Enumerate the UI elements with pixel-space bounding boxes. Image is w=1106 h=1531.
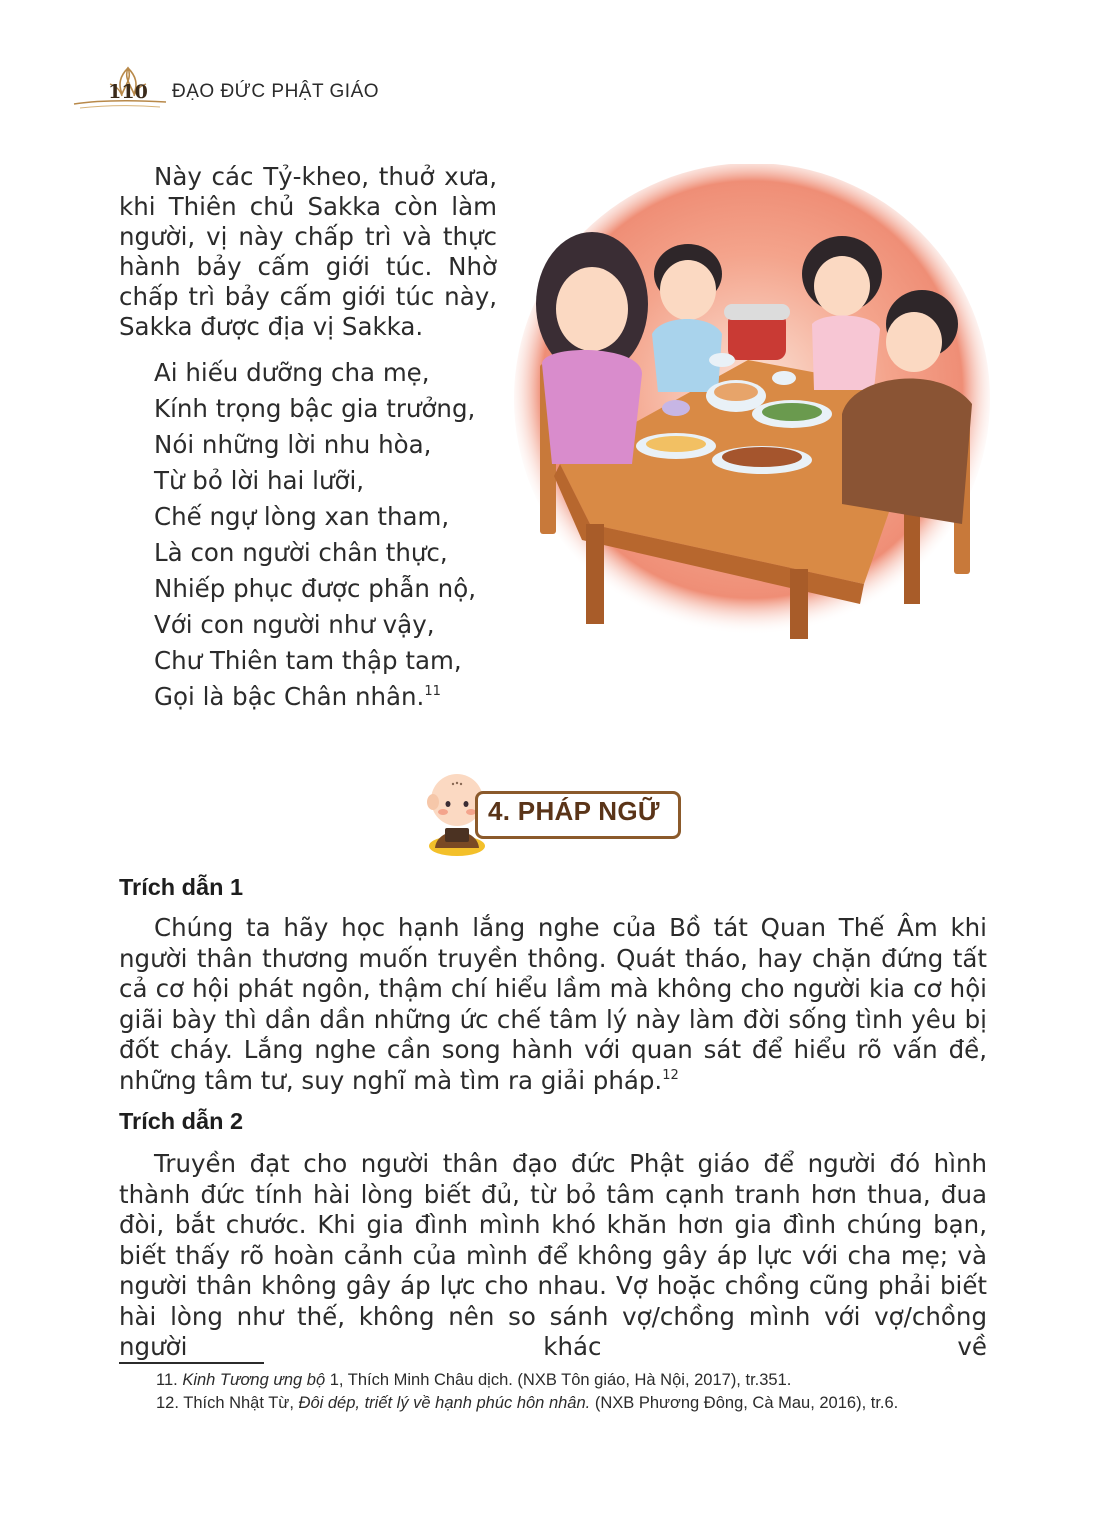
- page-number: 110: [108, 81, 148, 103]
- section-badge: [423, 764, 688, 860]
- verse-line: Từ bỏ lời hai lưỡi,: [154, 466, 365, 495]
- verse-line: Ai hiếu dưỡng cha mẹ,: [154, 358, 430, 387]
- footnote-author: Thích Nhật Từ,: [183, 1394, 299, 1412]
- verse-line: Chế ngự lòng xan tham,: [154, 502, 450, 531]
- footnote-12: [119, 1393, 987, 1414]
- footnote-number: 11.: [156, 1371, 178, 1389]
- verse-line: Chư Thiên tam thập tam,: [154, 646, 462, 675]
- verse: [154, 355, 476, 715]
- page-header: [70, 62, 400, 114]
- footnote-ref: 12: [662, 1067, 679, 1083]
- verse-line: Nhiếp phục được phẫn nộ,: [154, 574, 476, 603]
- quote-heading: Trích dẫn 1: [119, 874, 244, 900]
- quote-paragraph: [119, 913, 987, 1096]
- verse-line: Là con người chân thực,: [154, 538, 448, 567]
- quote-paragraph: Truyền đạt cho người thân đạo đức Phật giáo để người đó hình thành đức tính hài lòng biết đủ, từ bỏ tâm cạnh tranh hơn thua, đua đòi, bắt chước. Khi gia đình mình khó khăn hơn gia đình chúng bạn, biết thấy rõ hoàn cảnh của mình để không gây áp lực với cha mẹ; và người thân không gây áp lực cho nhau. Vợ hoặc chồng cũng phải biết hài lòng như thế, không nên so sánh vợ/chồng mình với vợ/chồng người khác về: [119, 1149, 987, 1361]
- footnote-title: Đôi dép, triết lý về hạnh phúc hôn nhân.: [298, 1394, 591, 1412]
- footnote-ref: 11: [424, 684, 441, 699]
- verse-line: Kính trọng bậc gia trưởng,: [154, 394, 476, 423]
- quote-text: Chúng ta hãy học hạnh lắng nghe của Bồ tát Quan Thế Âm khi người thân thương muốn truyền thông. Quát tháo, hay chặn đứng tất cả cơ hội phát ngôn, thậm chí hiểu lầm mà không cho người kia cơ hội giãi bày thì dần dần những ức chế tâm lý này làm đời sống tình yêu bị đốt cháy. Lắng nghe cần song hành với quan sát để hiểu rõ vấn đề, những tâm tư, suy nghĩ mà tìm ra giải pháp.: [119, 913, 987, 1095]
- footnote-rest: 1, Thích Minh Châu dịch. (NXB Tôn giáo, Hà Nội, 2017), tr.351.: [325, 1371, 792, 1389]
- verse-line-text: Gọi là bậc Chân nhân.: [154, 682, 425, 711]
- intro-paragraph: Này các Tỷ-kheo, thuở xưa, khi Thiên chủ Sakka còn làm người, vị này chấp trì và thực hành bảy cấm giới túc. Nhờ chấp trì bảy cấm giới túc này, Sakka được địa vị Sakka.: [119, 162, 497, 341]
- quote-heading: Trích dẫn 2: [119, 1108, 244, 1134]
- running-title: ĐẠO ĐỨC PHẬT GIÁO: [172, 81, 380, 102]
- footnote-title: Kinh Tương ưng bộ: [182, 1371, 326, 1389]
- family-meal-illustration: [512, 164, 990, 644]
- footnote-rest: (NXB Phương Đông, Cà Mau, 2016), tr.6.: [590, 1394, 899, 1412]
- verse-line: Nói những lời nhu hòa,: [154, 430, 432, 459]
- footnote-11: [119, 1370, 987, 1391]
- section-title: 4. PHÁP NGỮ: [488, 796, 660, 826]
- verse-line-last: [154, 679, 476, 715]
- footnote-number: 12.: [156, 1394, 179, 1412]
- footnote-divider: [119, 1362, 264, 1364]
- verse-line: Với con người như vậy,: [154, 610, 435, 639]
